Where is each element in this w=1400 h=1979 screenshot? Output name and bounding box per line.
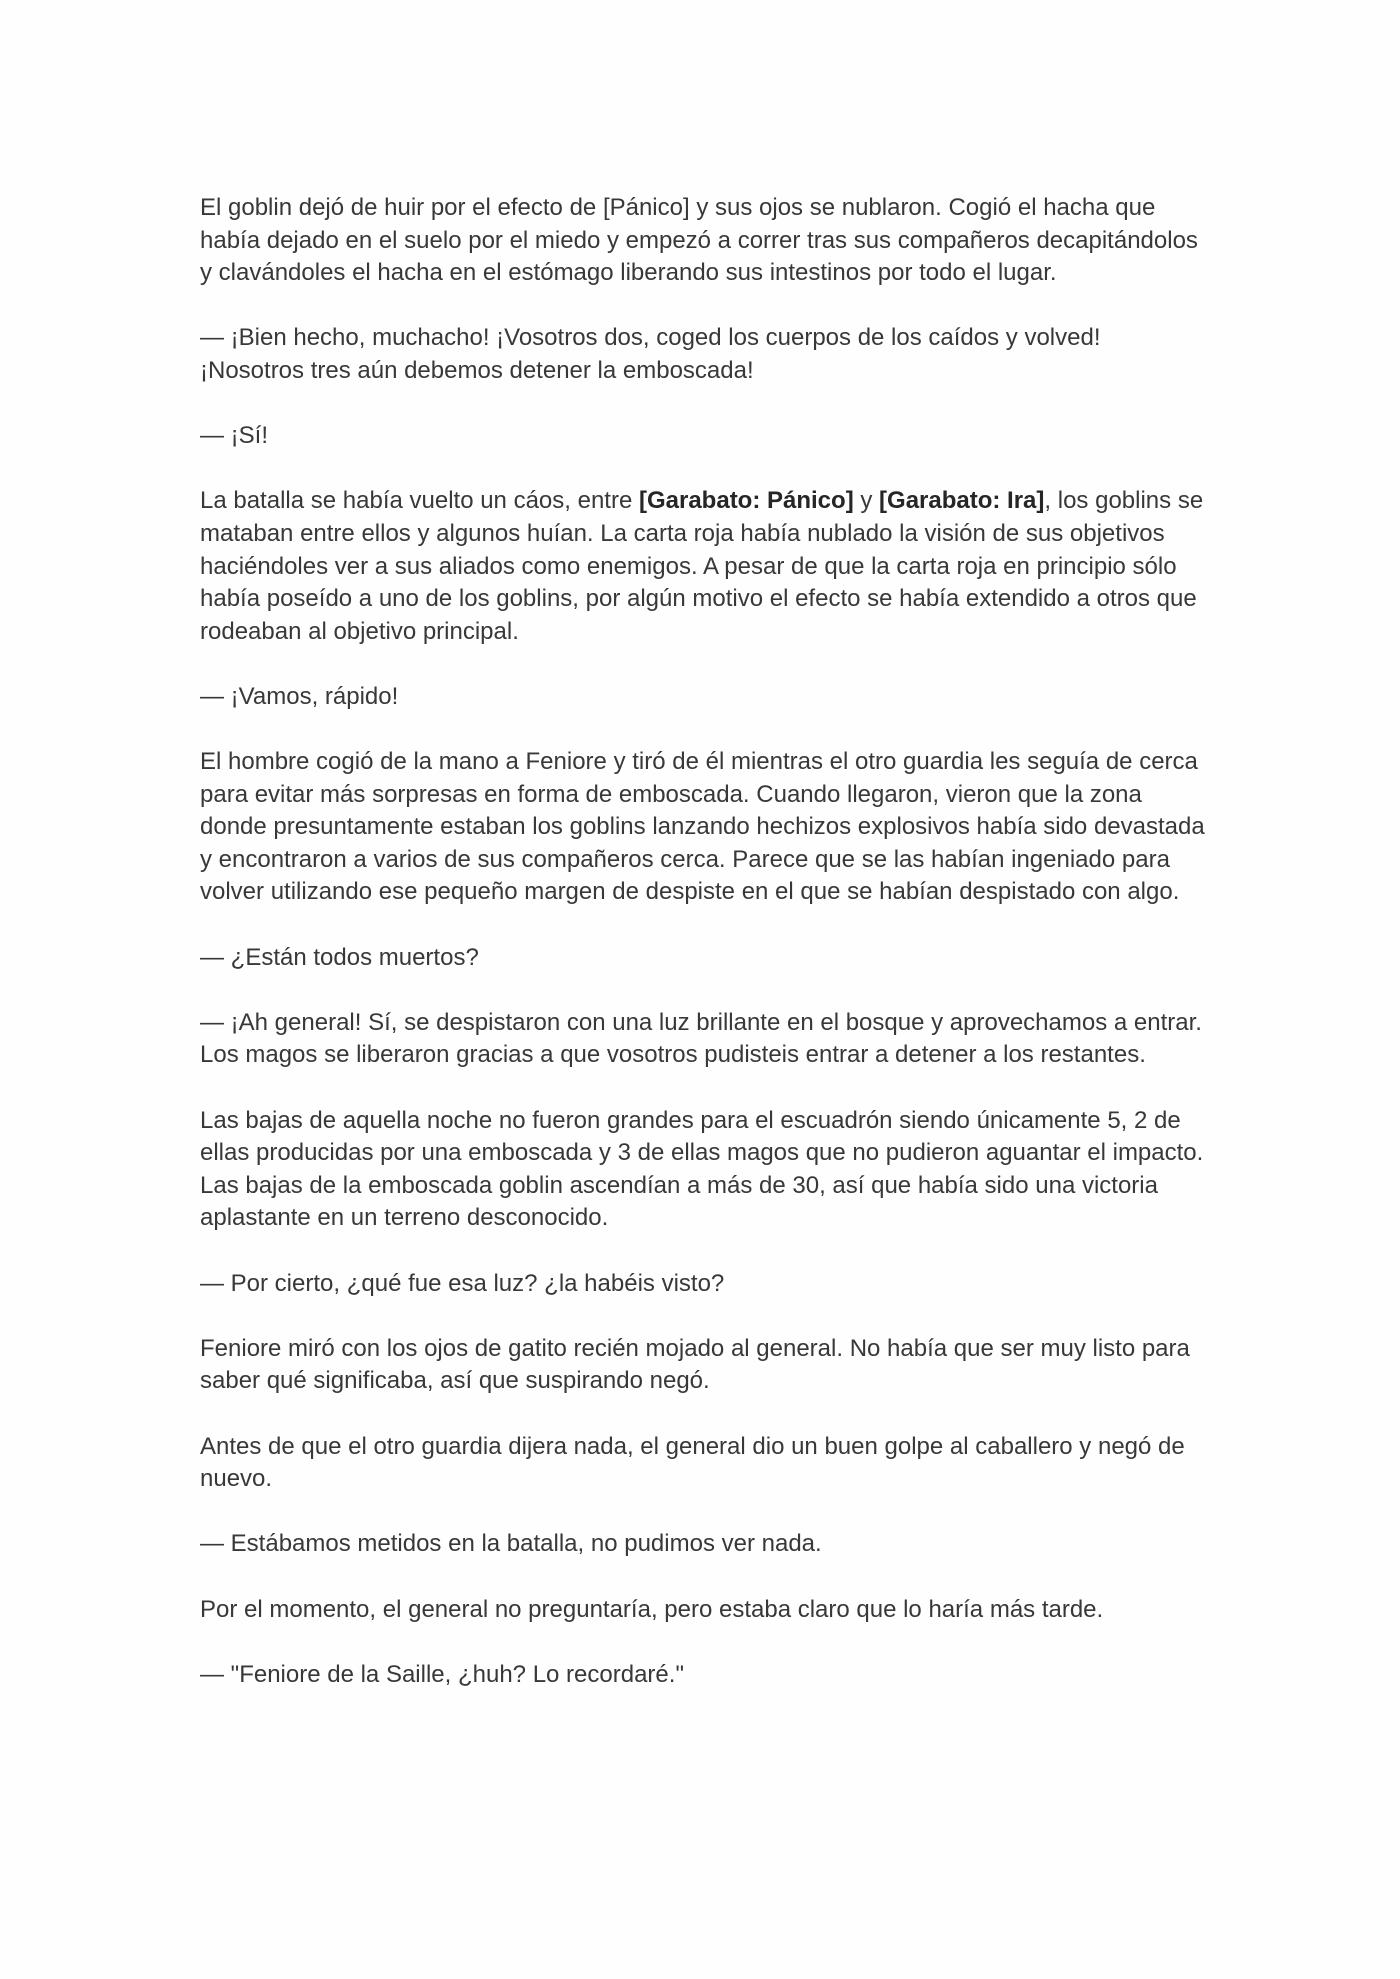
- paragraph-dialogue-remember: [200, 1659, 1210, 1692]
- paragraph-text: El goblin dejó de huir por el efecto de [Pánico] y sus ojos se nublaron. Cogió el hacha que había dejado en el suelo por el miedo y empezó a correr tras sus compañeros decapitándolos y clavándoles el hacha en el estómago liberando sus intestinos por todo el lugar.: [200, 194, 1198, 287]
- paragraph-narration-for-now: [200, 1594, 1210, 1627]
- paragraph-narration-casualties: [200, 1105, 1210, 1235]
- paragraph-text: — ¡Bien hecho, muchacho! ¡Vosotros dos, coged los cuerpos de los caídos y volved! ¡Nosotros tres aún debemos detener la emboscada!: [200, 324, 1101, 384]
- paragraph-dialogue-general-reply: [200, 1007, 1210, 1072]
- paragraph-dialogue-well-done: [200, 322, 1210, 387]
- paragraph-narration-general-hits: [200, 1431, 1210, 1496]
- paragraph-narration-goblin-panic: [200, 192, 1210, 290]
- paragraph-text: — ¡Sí!: [200, 422, 269, 450]
- paragraph-text: y: [853, 487, 880, 515]
- paragraph-text: , los goblins se mataban entre ellos y algunos huían. La carta roja había nublado la visión de sus objetivos haciéndoles ver a sus aliados como enemigos. A pesar de que la carta roja en principio sólo había poseído a uno de los goblins, por algún motivo el efecto se había extendido a otros que rodeaban al objetivo principal.: [200, 487, 1204, 645]
- paragraph-text: Por el momento, el general no preguntaría, pero estaba claro que lo haría más tarde.: [200, 1595, 1104, 1623]
- paragraph-narration-arrival: [200, 746, 1210, 909]
- paragraph-narration-battle-chaos: [200, 485, 1210, 648]
- paragraph-text: La batalla se había vuelto un cáos, entre: [200, 487, 639, 515]
- paragraph-text: Las bajas de aquella noche no fueron grandes para el escuadrón siendo únicamente 5, 2 de ellas producidas por una emboscada y 3 de ellas magos que no pudieron aguantar el impacto. Las bajas de la emboscada goblin ascendían a más de 30, así que había sido una victoria aplastante en un terreno desconocido.: [200, 1106, 1204, 1232]
- paragraph-dialogue-hurry: [200, 681, 1210, 714]
- bold-term-ira: [Garabato: Ira]: [879, 487, 1045, 515]
- document-page: [200, 192, 1210, 1724]
- paragraph-text: — ¡Vamos, rápido!: [200, 682, 399, 710]
- paragraph-narration-feniore-looks: [200, 1333, 1210, 1398]
- paragraph-dialogue-the-light: [200, 1268, 1210, 1301]
- paragraph-text: — ¿Están todos muertos?: [200, 943, 479, 971]
- paragraph-text: — "Feniore de la Saille, ¿huh? Lo recordaré.": [200, 1660, 684, 1688]
- paragraph-text: Feniore miró con los ojos de gatito recién mojado al general. No había que ser muy listo para saber qué significaba, así que suspirando negó.: [200, 1334, 1190, 1395]
- paragraph-text: — Por cierto, ¿qué fue esa luz? ¿la habéis visto?: [200, 1269, 725, 1297]
- paragraph-text: Antes de que el otro guardia dijera nada, el general dio un buen golpe al caballero y negó de nuevo.: [200, 1432, 1185, 1493]
- paragraph-text: El hombre cogió de la mano a Feniore y tiró de él mientras el otro guardia les seguía de cerca para evitar más sorpresas en forma de emboscada. Cuando llegaron, vieron que la zona donde presuntamente estaban los goblins lanzando hechizos explosivos había sido devastada y encontraron a varios de sus compañeros cerca. Parece que se las habían ingeniado para volver utilizando ese pequeño margen de despiste en el que se habían despistado con algo.: [200, 748, 1205, 906]
- paragraph-text: — ¡Ah general! Sí, se despistaron con una luz brillante en el bosque y aprovechamos a entrar. Los magos se liberaron gracias a que vosotros pudisteis entrar a detener a los restantes.: [200, 1008, 1202, 1069]
- paragraph-text: — Estábamos metidos en la batalla, no pudimos ver nada.: [200, 1530, 822, 1558]
- bold-term-panic: [Garabato: Pánico]: [638, 487, 854, 515]
- paragraph-dialogue-all-dead: [200, 942, 1210, 975]
- paragraph-dialogue-in-battle: [200, 1528, 1210, 1561]
- paragraph-dialogue-yes: [200, 420, 1210, 453]
